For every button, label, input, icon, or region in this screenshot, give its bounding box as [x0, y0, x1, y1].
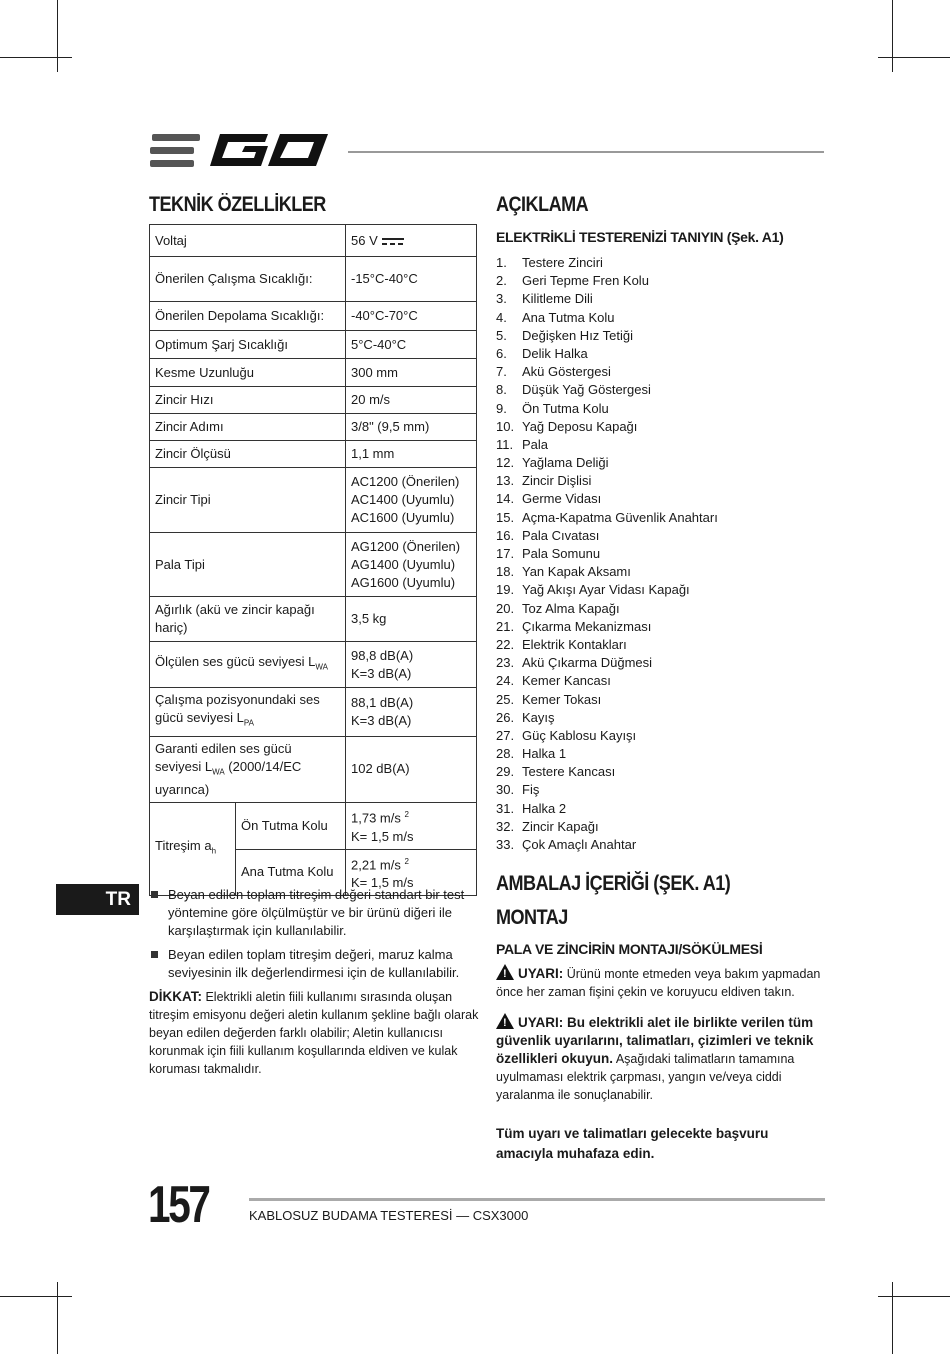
part-number: 4.	[496, 309, 507, 325]
crop-mark	[878, 57, 950, 58]
part-name: Toz Alma Kapağı	[522, 600, 620, 616]
spec-value: 98,8 dB(A) K=3 dB(A)	[346, 642, 477, 688]
part-number: 14.	[496, 491, 515, 507]
part-name: Yağ Akışı Ayar Vidası Kapağı	[522, 582, 690, 598]
part-item	[496, 545, 718, 563]
warning-label: UYARI:	[518, 966, 564, 981]
part-number: 11.	[496, 436, 514, 452]
part-item	[496, 618, 718, 636]
part-name: Testere Kancası	[522, 764, 616, 780]
part-number: 5.	[496, 327, 507, 343]
spec-value: AG1200 (Önerilen) AG1400 (Uyumlu) AG1600 (Uyumlu)	[346, 533, 477, 597]
part-item	[496, 509, 718, 527]
part-item	[496, 836, 718, 854]
note-item	[149, 946, 479, 982]
spec-table	[149, 224, 477, 896]
page-number: 157	[148, 1176, 209, 1234]
part-number: 20.	[496, 600, 515, 616]
caution-paragraph	[149, 988, 479, 1078]
spec-row	[150, 441, 477, 468]
part-number: 6.	[496, 345, 507, 361]
language-tab: TR	[56, 884, 139, 915]
part-name: Yağ Deposu Kapağı	[522, 418, 638, 434]
part-item	[496, 363, 718, 381]
part-item	[496, 272, 718, 290]
part-number: 19.	[496, 582, 515, 598]
part-item	[496, 818, 718, 836]
part-name: Pala Somunu	[522, 546, 601, 561]
part-number: 2.	[496, 273, 507, 289]
spec-row	[150, 387, 477, 414]
spec-label: Garanti edilen ses gücü seviyesi $L_{WA}$ (2000/14/EC uyarınca)	[150, 736, 346, 803]
vibration-handle-label: Ana Tutma Kolu	[236, 849, 346, 895]
part-number: 15.	[496, 509, 515, 525]
note-text: Beyan edilen toplam titreşim değeri standart bir test yöntemine göre ölçülmüştür ve bir ürünü diğeri ile karşılaştırmak için kullanılabilir.	[168, 887, 465, 938]
crop-mark	[878, 1296, 950, 1297]
part-item	[496, 563, 718, 581]
vibration-value: 1,73 m/s $^2$ K= 1,5 m/s	[346, 803, 477, 849]
part-item	[496, 654, 718, 672]
part-name: Kilitleme Dili	[522, 291, 593, 307]
spec-row	[150, 597, 477, 642]
part-name: Çıkarma Mekanizması	[522, 618, 652, 634]
part-name: Güç Kablosu Kayışı	[522, 727, 637, 743]
part-item	[496, 418, 718, 436]
spec-label: Kesme Uzunluğu	[150, 359, 346, 387]
spec-label: Zincir Tipi	[150, 468, 346, 533]
spec-label: Zincir Adımı	[150, 414, 346, 441]
dc-symbol-icon	[382, 238, 404, 245]
spec-label: Zincir Hızı	[150, 387, 346, 414]
section-title-specs: TEKNİK ÖZELLİKLER	[149, 193, 326, 216]
keep-instructions-note: Tüm uyarı ve talimatları gelecekte başvuru amacıyla muhafaza edin.	[496, 1126, 769, 1161]
spec-value: 88,1 dB(A) K=3 dB(A)	[346, 688, 477, 737]
part-number: 7.	[496, 364, 507, 380]
footer-product-name: KABLOSUZ BUDAMA TESTERESİ — CSX3000	[249, 1208, 529, 1223]
ego-logo	[150, 128, 330, 172]
part-name: Halka 1	[522, 746, 567, 762]
spec-row	[150, 736, 477, 803]
part-name: Halka 2	[522, 800, 567, 816]
part-item	[496, 254, 718, 272]
crop-mark	[57, 0, 58, 72]
part-name: Çok Amaçlı Anahtar	[522, 837, 637, 852]
spec-label: Optimum Şarj Sıcaklığı	[150, 331, 346, 359]
part-number: 29.	[496, 764, 515, 780]
part-name: Açma-Kapatma Güvenlik Anahtarı	[522, 509, 718, 525]
spec-value: 56 V	[346, 225, 477, 257]
part-number: 12.	[496, 455, 515, 471]
part-number: 9.	[496, 400, 507, 416]
bullet-square-icon	[151, 891, 158, 898]
part-number: 10.	[496, 418, 515, 434]
spec-value: 3/8" (9,5 mm)	[346, 414, 477, 441]
bullet-square-icon	[151, 951, 158, 958]
part-number: 13.	[496, 473, 515, 489]
spec-label: Voltaj	[150, 225, 346, 257]
spec-label: Ağırlık (akü ve zincir kapağı hariç)	[150, 597, 346, 642]
parts-list	[496, 254, 718, 854]
part-name: Kemer Kancası	[522, 673, 611, 689]
part-name: Pala	[522, 436, 549, 452]
part-name: Düşük Yağ Göstergesi	[522, 382, 651, 398]
spec-label: Ölçülen ses gücü seviyesi $L_{WA}$	[150, 642, 346, 688]
part-item	[496, 709, 718, 727]
part-item	[496, 781, 718, 799]
part-number: 23.	[496, 655, 515, 671]
part-number: 27.	[496, 727, 515, 743]
part-number: 1.	[496, 255, 507, 270]
part-number: 25.	[496, 691, 515, 707]
part-item	[496, 454, 718, 472]
note-text: Beyan edilen toplam titreşim değeri, maruz kalma seviyesinin ilk değerlendirmesi için de kullanılabilir.	[168, 947, 460, 980]
logo-text: EGO	[150, 172, 153, 173]
part-item	[496, 763, 718, 781]
part-item	[496, 309, 718, 327]
section-title-description: AÇIKLAMA	[496, 193, 589, 216]
part-name: Zincir Kapağı	[522, 818, 599, 834]
part-name: Fiş	[522, 782, 540, 798]
section-title-assembly: MONTAJ	[496, 906, 568, 929]
spec-value: AC1200 (Önerilen) AC1400 (Uyumlu) AC1600 (Uyumlu)	[346, 468, 477, 533]
part-number: 26.	[496, 709, 515, 725]
part-name: Testere Zinciri	[522, 255, 603, 270]
spec-label: Önerilen Çalışma Sıcaklığı:	[150, 257, 346, 302]
spec-value: -40°C-70°C	[346, 302, 477, 331]
part-number: 32.	[496, 818, 515, 834]
crop-mark	[892, 1282, 893, 1354]
part-name: Elektrik Kontakları	[522, 636, 627, 652]
caution-label: DİKKAT:	[149, 989, 202, 1004]
part-name: Yağlama Deliği	[522, 455, 609, 471]
spec-label: Önerilen Depolama Sıcaklığı:	[150, 302, 346, 331]
spec-label: Çalışma pozisyonundaki ses gücü seviyesi $L_{PA}$	[150, 688, 346, 737]
spec-value: 5°C-40°C	[346, 331, 477, 359]
spec-value: 300 mm	[346, 359, 477, 387]
part-number: 24.	[496, 673, 515, 689]
warning-text: Aşağıdaki talimatların tamamına uyulmaması elektrik çarpması, yangın ve/veya ciddi yaralanma ile sonuçlanabilir.	[496, 1052, 795, 1102]
caution-text: Elektrikli aletin fiili kullanımı sırasında oluşan titreşim emisyonu değeri aletin kullanım şekline bağlı olarak beyan edilen değerden farklı olabilir; Aletin kullanıcısı korunmak için fiili kullanım koşullarında eldiven ve kulak koruması takmalıdır.	[149, 990, 479, 1076]
warning-text: Ürünü monte etmeden veya bakım yapmadan önce her zaman fişini çekin ve koruyucu eldiven takın.	[496, 967, 821, 999]
part-item	[496, 745, 718, 763]
part-name: Akü Çıkarma Düğmesi	[522, 655, 653, 671]
vibration-handle-label: Ön Tutma Kolu	[236, 803, 346, 849]
part-number: 30.	[496, 782, 515, 798]
vibration-value: 2,21 m/s $^2$ K= 1,5 m/s	[346, 849, 477, 895]
spec-value: 3,5 kg	[346, 597, 477, 642]
spec-row	[150, 688, 477, 737]
subsection-title-bar-chain: PALA VE ZİNCİRİN MONTAJI/SÖKÜLMESİ	[496, 941, 763, 957]
warning-unplug	[496, 964, 826, 1001]
crop-mark	[0, 57, 72, 58]
part-name: Kemer Tokası	[522, 691, 602, 707]
part-number: 22.	[496, 636, 515, 652]
part-name: Delik Halka	[522, 345, 588, 361]
spec-row	[150, 257, 477, 302]
part-name: Germe Vidası	[522, 491, 602, 507]
spec-value: -15°C-40°C	[346, 257, 477, 302]
part-number: 16.	[496, 527, 515, 543]
spec-label: Pala Tipi	[150, 533, 346, 597]
vibration-label: Titreşim $a_h$	[150, 803, 236, 896]
footer-rule	[249, 1198, 825, 1201]
spec-row	[150, 414, 477, 441]
part-item	[496, 581, 718, 599]
part-number: 3.	[496, 291, 507, 307]
part-number: 31.	[496, 800, 515, 816]
notes-list	[149, 886, 479, 988]
part-item	[496, 727, 718, 745]
part-name: Pala Cıvatası	[522, 527, 600, 543]
spec-row	[150, 302, 477, 331]
part-item	[496, 527, 718, 545]
warning-read-instructions	[496, 1013, 826, 1104]
spec-row	[150, 533, 477, 597]
part-item	[496, 290, 718, 308]
section-title-packaging: AMBALAJ İÇERİĞİ (ŞEK. A1)	[496, 872, 731, 895]
spec-row	[150, 331, 477, 359]
part-name: Yan Kapak Aksamı	[522, 564, 631, 580]
part-number: 18.	[496, 564, 515, 580]
part-number: 8.	[496, 382, 507, 398]
subsection-title-know-your-saw: ELEKTRİKLİ TESTERENİZİ TANIYIN (Şek. A1)	[496, 229, 784, 245]
part-item	[496, 636, 718, 654]
part-name: Değişken Hız Tetiği	[522, 327, 634, 343]
part-name: Zincir Dişlisi	[522, 473, 592, 489]
spec-value: 1,1 mm	[346, 441, 477, 468]
part-item	[496, 600, 718, 618]
part-item	[496, 800, 718, 818]
part-name: Kayış	[522, 709, 555, 725]
part-name: Ön Tutma Kolu	[522, 400, 609, 416]
part-number: 17.	[496, 546, 515, 561]
part-item	[496, 472, 718, 490]
part-item	[496, 691, 718, 709]
part-item	[496, 672, 718, 690]
header-rule	[348, 151, 824, 153]
part-number: 28.	[496, 746, 515, 762]
part-item	[496, 381, 718, 399]
part-name: Geri Tepme Fren Kolu	[522, 273, 649, 289]
crop-mark	[892, 0, 893, 72]
warning-label-bold: UYARI: Bu elektrikli alet ile birlikte verilen tüm güvenlik uyarılarını, talimatları, çizimleri ve teknik özellikleri okuyun.	[496, 1015, 814, 1066]
part-name: Ana Tutma Kolu	[522, 309, 615, 325]
part-number: 21.	[496, 618, 515, 634]
warning-icon	[496, 964, 514, 980]
vibration-row	[150, 803, 477, 849]
spec-row	[150, 225, 477, 257]
part-item	[496, 400, 718, 418]
part-name: Akü Göstergesi	[522, 364, 611, 380]
spec-value: 102 dB(A)	[346, 736, 477, 803]
spec-row	[150, 359, 477, 387]
spec-row	[150, 642, 477, 688]
part-number: 33.	[496, 837, 515, 852]
warning-icon	[496, 1013, 514, 1029]
part-item	[496, 490, 718, 508]
crop-mark	[57, 1282, 58, 1354]
note-item	[149, 886, 479, 940]
part-item	[496, 345, 718, 363]
spec-label: Zincir Ölçüsü	[150, 441, 346, 468]
crop-mark	[0, 1296, 72, 1297]
part-item	[496, 436, 718, 454]
spec-row	[150, 468, 477, 533]
spec-value: 20 m/s	[346, 387, 477, 414]
part-item	[496, 327, 718, 345]
